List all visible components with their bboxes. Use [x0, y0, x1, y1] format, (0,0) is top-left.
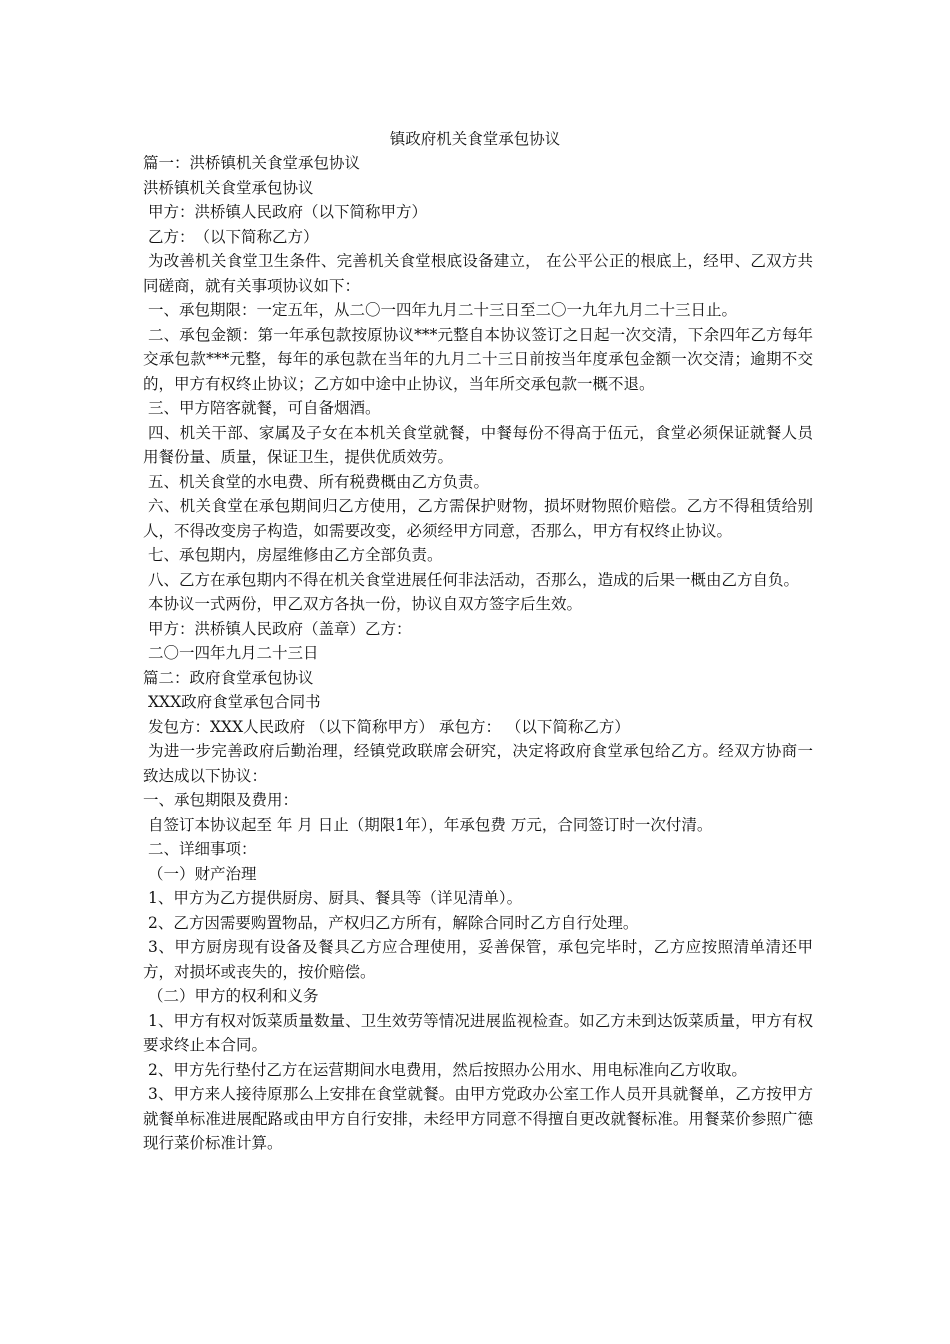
- paragraph: 甲方：洪桥镇人民政府（盖章）乙方：: [148, 619, 412, 638]
- document-body: [143, 151, 813, 1156]
- paragraph: 1、甲方有权对饭菜质量数量、卫生效劳等情况进展监视检查。如乙方未到达饭菜质量，甲方有权要求终止本合同。: [143, 1011, 813, 1054]
- paragraph: （二）甲方的权利和义务: [148, 987, 319, 1005]
- paragraph: 2、乙方因需要购置物品，产权归乙方所有，解除合同时乙方自行处理。: [148, 913, 639, 932]
- paragraph: 五、机关食堂的水电费、所有税费概由乙方负责。: [148, 472, 490, 491]
- paragraph: 篇二：政府食堂承包协议: [143, 668, 314, 687]
- paragraph: 六、机关食堂在承包期间归乙方使用，乙方需保护财物，损坏财物照价赔偿。乙方不得租赁给别人，不得改变房子构造，如需要改变，必须经甲方同意，否那么，甲方有权终止协议。: [143, 497, 813, 540]
- paragraph: 3、甲方来人接待原那么上安排在食堂就餐。由甲方党政办公室工作人员开具就餐单，乙方按甲方就餐单标准进展配路或由甲方自行安排，未经甲方同意不得擅自更改就餐标准。用餐菜价参照广德现行菜价标准计算。: [143, 1085, 813, 1152]
- paragraph: 三、甲方陪客就餐，可自备烟酒。: [148, 399, 381, 417]
- paragraph: 乙方： （以下简称乙方）: [148, 227, 319, 246]
- paragraph: 3、甲方厨房现有设备及餐具乙方应合理使用，妥善保管，承包完毕时，乙方应按照清单清还甲方，对损坏或丧失的，按价赔偿。: [143, 938, 813, 981]
- paragraph: 洪桥镇机关食堂承包协议: [143, 178, 314, 197]
- paragraph: （一）财产治理: [148, 864, 257, 883]
- paragraph: 1、甲方为乙方提供厨房、厨具、餐具等（详见清单）。: [148, 889, 523, 907]
- paragraph: 篇一：洪桥镇机关食堂承包协议: [143, 154, 361, 172]
- paragraph: 七、承包期内，房屋维修由乙方全部负责。: [148, 546, 443, 564]
- paragraph: 四、机关干部、家属及子女在本机关食堂就餐，中餐每份不得高于伍元，食堂必须保证就餐人员用餐份量、质量，保证卫生，提供优质效劳。: [143, 423, 813, 466]
- paragraph: 二〇一四年九月二十三日: [148, 644, 319, 662]
- paragraph: 为进一步完善政府后勤治理，经镇党政联席会研究，决定将政府食堂承包给乙方。经双方协商一致达成以下协议：: [143, 742, 813, 785]
- paragraph: 甲方：洪桥镇人民政府（以下简称甲方）: [148, 203, 428, 221]
- paragraph: 八、乙方在承包期内不得在机关食堂进展任何非法活动，否那么，造成的后果一概由乙方自负。: [148, 570, 800, 589]
- paragraph: XXX政府食堂承包合同书: [148, 693, 321, 711]
- paragraph: 本协议一式两份，甲乙双方各执一份，协议自双方签字后生效。: [148, 595, 583, 613]
- paragraph: 二、详细事项：: [148, 840, 257, 858]
- paragraph: 一、承包期限：一定五年，从二〇一四年九月二十三日至二〇一九年九月二十三日止。: [148, 301, 738, 319]
- paragraph: 为改善机关食堂卫生条件、完善机关食堂根底设备建立， 在公平公正的根底上，经甲、乙双方共同磋商，就有关事项协议如下：: [143, 252, 813, 295]
- paragraph: 自签订本协议起至 年 月 日止（期限1年），年承包费 万元，合同签订时一次付清。: [148, 815, 713, 834]
- paragraph: 2、甲方先行垫付乙方在运营期间水电费用，然后按照办公用水、用电标准向乙方收取。: [148, 1060, 747, 1079]
- paragraph: 发包方：XXX人民政府 （以下简称甲方） 承包方： （以下简称乙方）: [148, 717, 630, 736]
- paragraph: 一、承包期限及费用：: [143, 791, 299, 809]
- document-title: 镇政府机关食堂承包协议: [389, 130, 561, 148]
- paragraph: 二、承包金额：第一年承包款按原协议***元整自本协议签订之日起一次交清，下余四年乙方每年交承包款***元整，每年的承包款在当年的九月二十三日前按当年度承包金额一次交清；逾期不交的，甲方有权终止协议；乙方如中途中止协议，当年所交承包款一概不退。: [143, 325, 813, 393]
